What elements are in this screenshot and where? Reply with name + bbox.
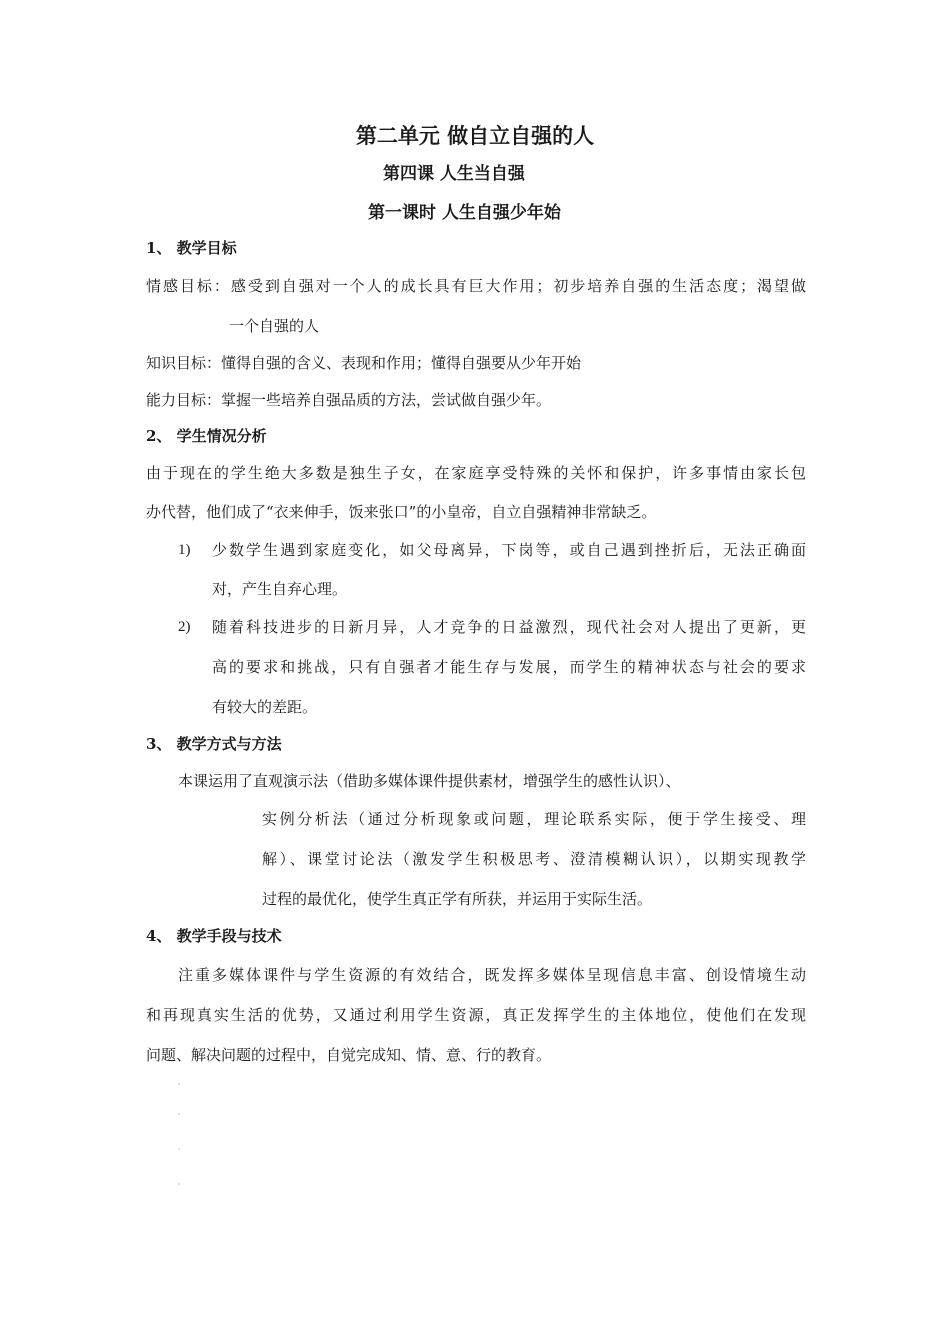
objective-emotion-cont: 一个自强的人 — [229, 317, 320, 335]
margin-speck — [178, 1083, 180, 1085]
lesson-title: 第四课 人生当自强 — [383, 164, 525, 184]
margin-speck — [178, 1113, 180, 1115]
unit-title: 第二单元 做自立自强的人 — [355, 123, 595, 148]
section-heading-objectives: 1、 教学目标 — [146, 239, 237, 257]
methods-paragraph: 本课运用了直观演示法（借助多媒体课件提供素材，增强学生的感性认识）、 — [178, 772, 681, 790]
margin-speck — [178, 1148, 180, 1150]
list-item-cont: 高的要求和挑战，只有自强者才能生存与发展，而学生的精神状态与社会的要求 — [212, 658, 806, 676]
list-marker: 2) — [178, 619, 191, 635]
analysis-paragraph: 由于现在的学生绝大多数是独生子女，在家庭享受特殊的关怀和保护，许多事情由家长包 — [146, 464, 806, 482]
section-heading-means: 4、 教学手段与技术 — [146, 927, 282, 945]
objective-ability: 能力目标：掌握一些培养自强品质的方法，尝试做自强少年。 — [146, 391, 552, 409]
objective-emotion: 情感目标：感受到自强对一个人的成长具有巨大作用；初步培养自强的生活态度；渴望做 — [146, 277, 806, 295]
list-marker: 1) — [178, 542, 191, 558]
list-item-cont: 对，产生自弃心理。 — [212, 580, 348, 598]
list-item: 少数学生遇到家庭变化，如父母离异，下岗等，或自己遇到挫折后，无法正确面 — [212, 541, 806, 559]
margin-speck — [178, 1183, 180, 1185]
means-paragraph-cont: 问题、解决问题的过程中，自觉完成知、情、意、行的教育。 — [146, 1046, 552, 1064]
section-heading-analysis: 2、 学生情况分析 — [146, 427, 267, 445]
means-paragraph: 注重多媒体课件与学生资源的有效结合，既发挥多媒体呈现信息丰富、创设情境生动 — [178, 966, 806, 984]
methods-paragraph-cont: 实例分析法（通过分析现象或问题，理论联系实际，便于学生接受、理 — [262, 810, 806, 828]
methods-paragraph-cont: 过程的最优化，使学生真正学有所获，并运用于实际生活。 — [262, 890, 653, 908]
list-item: 随着科技进步的日新月异，人才竞争的日益激烈，现代社会对人提出了更新，更 — [212, 618, 806, 636]
period-title: 第一课时 人生自强少年始 — [368, 203, 561, 223]
objective-knowledge: 知识目标：懂得自强的含义、表现和作用；懂得自强要从少年开始 — [146, 354, 582, 372]
means-paragraph-cont: 和再现真实生活的优势，又通过利用学生资源，真正发挥学生的主体地位，使他们在发现 — [146, 1006, 806, 1024]
list-item-cont: 有较大的差距。 — [212, 698, 318, 716]
methods-paragraph-cont: 解）、课堂讨论法（激发学生积极思考、澄清模糊认识），以期实现教学 — [262, 850, 806, 868]
section-heading-methods: 3、 教学方式与方法 — [146, 735, 282, 753]
analysis-paragraph-cont: 办代替，他们成了“衣来伸手，饭来张口”的小皇帝，自立自强精神非常缺乏。 — [146, 503, 657, 521]
